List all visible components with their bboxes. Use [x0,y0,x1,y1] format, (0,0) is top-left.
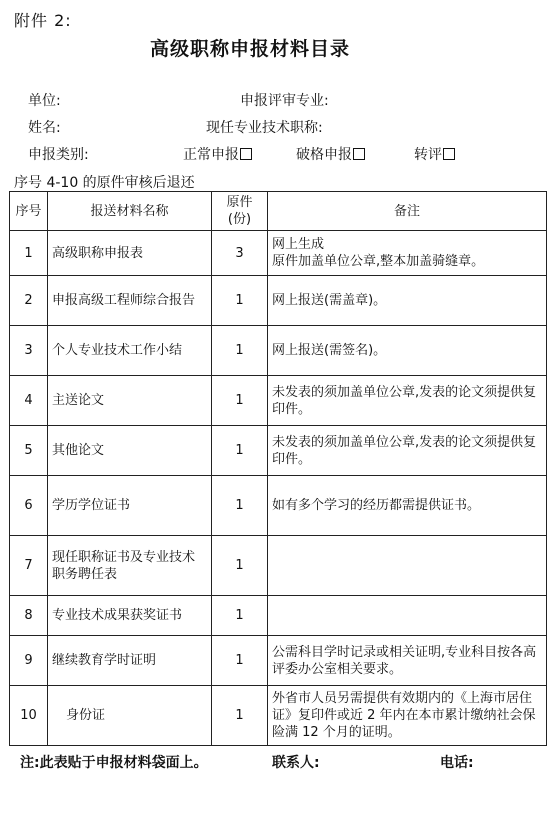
row-count: 1 [212,426,268,476]
checkbox-transfer[interactable] [443,148,455,160]
current-title-label: 现任专业技术职称: [206,120,323,136]
row-name: 个人专业技术工作小结 [48,326,212,376]
row-name: 其他论文 [48,426,212,476]
row-remark: 未发表的须加盖单位公章,发表的论文须提供复印件。 [268,426,547,476]
table-row [10,426,547,476]
row-count: 1 [212,536,268,596]
option-normal[interactable] [183,144,252,164]
option-transfer-label: 转评 [414,147,442,163]
page-title: 高级职称申报材料目录 [149,38,350,60]
row-count: 1 [212,476,268,536]
row-name: 主送论文 [48,376,212,426]
row-no: 5 [10,426,48,476]
row-no: 1 [10,231,48,276]
row-count: 3 [212,231,268,276]
row-no: 3 [10,326,48,376]
table-header-row [10,192,547,231]
attachment-label: 附件 2: [14,11,72,30]
option-transfer[interactable] [414,144,455,164]
row-no: 6 [10,476,48,536]
row-count: 1 [212,276,268,326]
footer-note: 注:此表贴于申报材料袋面上。 [20,755,208,771]
table-row [10,326,547,376]
row-name: 申报高级工程师综合报告 [48,276,212,326]
option-normal-label: 正常申报 [183,147,239,163]
row-name: 身份证 [48,686,212,746]
table-row [10,376,547,426]
row-remark: 网上报送(需盖章)。 [268,276,547,326]
materials-table [9,191,547,746]
row-remark: 未发表的须加盖单位公章,发表的论文须提供复印件。 [268,376,547,426]
table-row [10,536,547,596]
row-remark: 如有多个学习的经历都需提供证书。 [268,476,547,536]
row-name: 继续教育学时证明 [48,636,212,686]
header-remark: 备注 [268,192,547,231]
row-remark: 网上报送(需签名)。 [268,326,547,376]
row-name: 现任职称证书及专业技术职务聘任表 [48,536,212,596]
row-count: 1 [212,636,268,686]
table-row [10,686,547,746]
row-remark [268,536,547,596]
row-remark: 外省市人员另需提供有效期内的《上海市居住证》复印件或近 2 年内在本市累计缴纳社会保险满 12 个月的证明。 [268,686,547,746]
table-row [10,636,547,686]
row-no: 9 [10,636,48,686]
table-row [10,231,547,276]
contact-label: 联系人: [272,755,320,771]
checkbox-normal[interactable] [240,148,252,160]
row-count: 1 [212,326,268,376]
row-no: 8 [10,596,48,636]
major-label: 申报评审专业: [240,93,329,109]
row-no: 10 [10,686,48,746]
header-count: 原件 (份) [212,192,268,231]
table-row [10,596,547,636]
row-no: 7 [10,536,48,596]
row-name: 高级职称申报表 [48,231,212,276]
return-note: 序号 4-10 的原件审核后退还 [14,175,195,191]
option-exception[interactable] [296,144,365,164]
row-no: 4 [10,376,48,426]
row-count: 1 [212,686,268,746]
header-no: 序号 [10,192,48,231]
phone-label: 电话: [440,755,474,771]
unit-label: 单位: [28,93,61,109]
option-exception-label: 破格申报 [296,147,352,163]
table-row [10,276,547,326]
row-count: 1 [212,596,268,636]
checkbox-exception[interactable] [353,148,365,160]
name-label: 姓名: [28,120,61,136]
row-name: 专业技术成果获奖证书 [48,596,212,636]
table-row [10,476,547,536]
header-name: 报送材料名称 [48,192,212,231]
row-remark: 公需科目学时记录或相关证明,专业科目按各高评委办公室相关要求。 [268,636,547,686]
row-no: 2 [10,276,48,326]
row-remark: 网上生成 原件加盖单位公章,整本加盖骑缝章。 [268,231,547,276]
row-remark [268,596,547,636]
row-name: 学历学位证书 [48,476,212,536]
category-label: 申报类别: [28,147,89,163]
row-count: 1 [212,376,268,426]
